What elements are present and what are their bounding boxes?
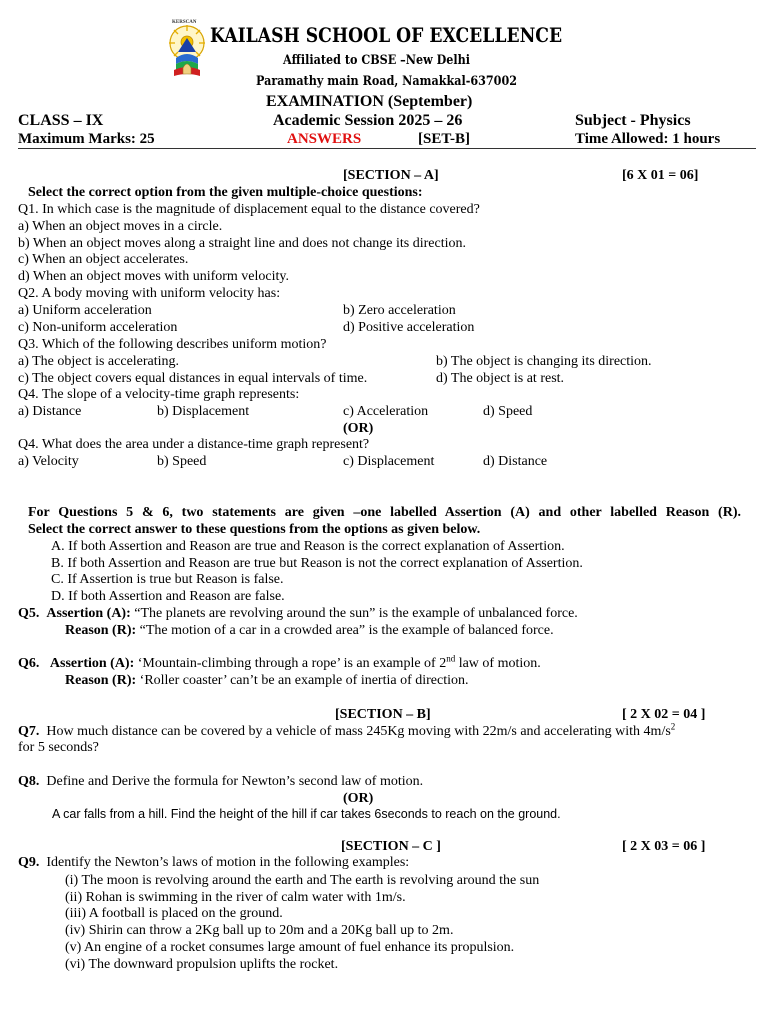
- exam-title: EXAMINATION (September): [266, 93, 473, 110]
- q9-item-1: (i) The moon is revolving around the earth and The earth is revolving around the sun: [65, 873, 540, 888]
- academic-session: Academic Session 2025 – 26: [273, 112, 463, 129]
- maximum-marks: Maximum Marks: 25: [18, 131, 155, 147]
- section-a-marks: [6 X 01 = 06]: [622, 168, 699, 183]
- school-address: Paramathy main Road, Namakkal-637002: [256, 74, 518, 89]
- school-logo-icon: [166, 22, 208, 80]
- q2-text: Q2. A body moving with uniform velocity has:: [18, 286, 281, 301]
- q6-reason: [65, 672, 469, 689]
- q6-assertion-label: Assertion (A):: [49, 656, 135, 671]
- q4-option-b: b) Displacement: [157, 404, 250, 419]
- q2-option-a: a) Uniform acceleration: [18, 303, 152, 318]
- section-b-marks: [ 2 X 02 = 04 ]: [622, 707, 706, 722]
- q5-reason-label: Reason (R):: [65, 623, 137, 638]
- q3-option-d: d) The object is at rest.: [436, 371, 565, 386]
- section-b-title: [SECTION – B]: [335, 707, 431, 722]
- q2-option-b: b) Zero acceleration: [343, 303, 456, 318]
- q1-option-c: c) When an object accelerates.: [18, 252, 189, 267]
- q1-text: Q1. In which case is the magnitude of displacement equal to the distance covered?: [18, 202, 480, 217]
- q1-option-b: b) When an object moves along a straight line and does not change its direction.: [18, 236, 467, 251]
- school-name: KAILASH SCHOOL OF EXCELLENCE: [210, 23, 563, 47]
- q6-number: Q6.: [18, 656, 40, 671]
- assertion-reason-instruction-1: For Questions 5 & 6, two statements are given –one labelled Assertion (A) and other labelled Reason (R).: [28, 505, 741, 520]
- q1-option-d: d) When an object moves with uniform velocity.: [18, 269, 289, 284]
- class-label: CLASS – IX: [18, 112, 104, 129]
- q4-option-d: d) Speed: [483, 404, 533, 419]
- set-label: [SET-B]: [418, 131, 470, 147]
- q9-item-6: (vi) The downward propulsion uplifts the rocket.: [65, 957, 339, 972]
- q2-option-d: d) Positive acceleration: [343, 320, 475, 335]
- q6-reason-label: Reason (R):: [65, 673, 137, 688]
- logo-caption: KERSCAN: [172, 20, 197, 25]
- ar-option-c: C. If Assertion is true but Reason is false.: [51, 572, 284, 587]
- q3-option-a: a) The object is accelerating.: [18, 354, 180, 369]
- q8-text: Q8. Define and Derive the formula for Newton’s second law of motion.: [18, 774, 424, 789]
- q4-alt-text: Q4. What does the area under a distance-time graph represent?: [18, 437, 370, 452]
- assertion-reason-instruction-2: Select the correct answer to these questions from the options as given below.: [28, 522, 481, 537]
- header-divider: [18, 148, 756, 149]
- q9-item-4: (iv) Shirin can throw a 2Kg ball up to 20m and a 20Kg ball up to 2m.: [65, 923, 454, 938]
- q4-text: Q4. The slope of a velocity-time graph represents:: [18, 387, 300, 402]
- time-allowed: Time Allowed: 1 hours: [575, 131, 721, 147]
- q9-item-3: (iii) A football is placed on the ground.: [65, 906, 283, 921]
- q3-option-c: c) The object covers equal distances in equal intervals of time.: [18, 371, 368, 386]
- q5-reason: [65, 622, 554, 639]
- answers-label: ANSWERS: [287, 131, 362, 147]
- q7-text: Q7. How much distance can be covered by a vehicle of mass 245Kg moving with 22m/s and accelerating with $4m/s^2$: [18, 721, 676, 739]
- subject-label: Subject - Physics: [575, 112, 691, 129]
- q6-reason-text: ‘Roller coaster’ can’t be an example of inertia of direction.: [139, 673, 469, 688]
- q9-item-2: (ii) Rohan is swimming in the river of calm water with 1m/s.: [65, 890, 406, 905]
- q8-number: Q8.: [18, 774, 40, 789]
- q3-text: Q3. Which of the following describes uniform motion?: [18, 337, 327, 352]
- q7-text-continued: for 5 seconds?: [18, 740, 99, 755]
- q1-option-a: a) When an object moves in a circle.: [18, 219, 223, 234]
- q5-assertion-label: Assertion (A):: [46, 606, 131, 621]
- affiliation-line: Affiliated to CBSE –New Delhi: [283, 53, 471, 68]
- q2-option-c: c) Non-uniform acceleration: [18, 320, 178, 335]
- q4-or-label: (OR): [343, 421, 374, 436]
- q4-option-a: a) Distance: [18, 404, 82, 419]
- q5-assertion-text: “The planets are revolving around the sun” is the example of unbalanced force.: [134, 606, 578, 621]
- q5-assertion: [18, 605, 578, 622]
- ar-option-d: D. If both Assertion and Reason are false.: [51, 589, 285, 604]
- q4-alt-option-b: b) Speed: [157, 454, 207, 469]
- q9-number: Q9.: [18, 855, 40, 870]
- q8-or-label: (OR): [343, 791, 374, 806]
- q8-alt-text: A car falls from a hill. Find the height of the hill if car takes 6seconds to reach on the ground.: [52, 807, 561, 821]
- q4-alt-option-a: a) Velocity: [18, 454, 79, 469]
- section-c-marks: [ 2 X 03 = 06 ]: [622, 839, 706, 854]
- q6-assertion: [18, 655, 541, 672]
- q7-number: Q7.: [18, 724, 40, 739]
- q5-reason-text: “The motion of a car in a crowded area” is the example of balanced force.: [139, 623, 554, 638]
- ar-option-b: B. If both Assertion and Reason are true but Reason is not the correct explanation of Assertion.: [51, 556, 583, 571]
- section-a-title: [SECTION – A]: [343, 168, 439, 183]
- ar-option-a: A. If both Assertion and Reason are true and Reason is the correct explanation of Assertion.: [51, 539, 565, 554]
- q9-item-5: (v) An engine of a rocket consumes large amount of fuel enhance its propulsion.: [65, 940, 515, 955]
- q5-number: Q5.: [18, 606, 40, 621]
- q3-option-b: b) The object is changing its direction.: [436, 354, 652, 369]
- section-c-title: [SECTION – C ]: [341, 839, 441, 854]
- q4-alt-option-c: c) Displacement: [343, 454, 435, 469]
- q9-text: Q9. Identify the Newton’s laws of motion in the following examples:: [18, 855, 410, 870]
- q4-option-c: c) Acceleration: [343, 404, 429, 419]
- section-a-instruction: Select the correct option from the given multiple-choice questions:: [28, 185, 423, 200]
- q4-alt-option-d: d) Distance: [483, 454, 548, 469]
- q6-assertion-text: ‘Mountain-climbing through a rope’ is an example of 2nd law of motion.: [137, 653, 541, 671]
